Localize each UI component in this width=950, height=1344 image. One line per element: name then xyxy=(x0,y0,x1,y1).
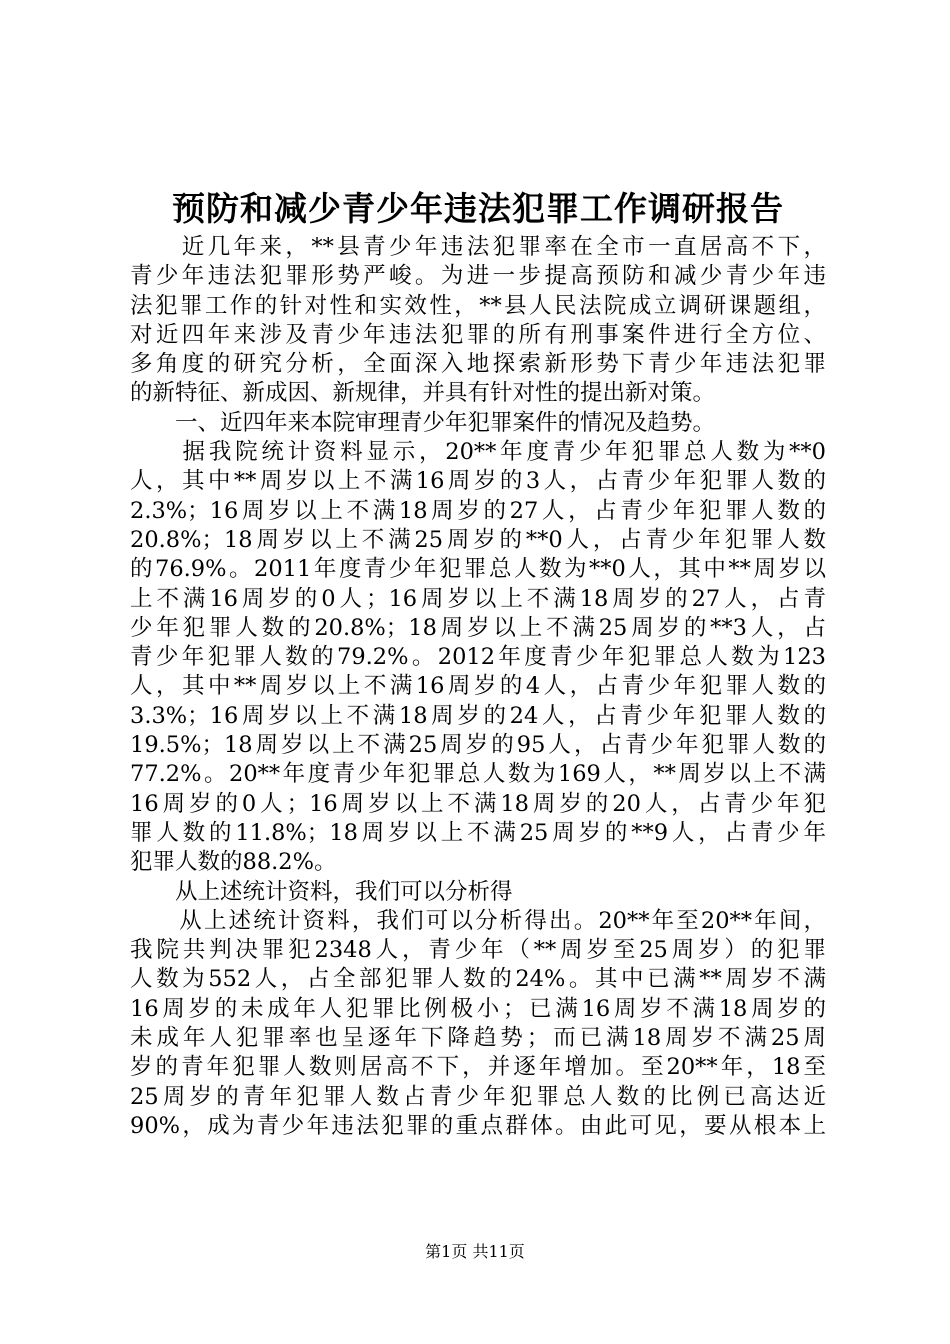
text-line: 的新特征、新成因、新规律，并具有针对性的提出新对策。 xyxy=(130,380,716,407)
text-line: 上不满16周岁的0人；16周岁以上不满18周岁的27人，占青 xyxy=(130,585,826,612)
document-body xyxy=(130,233,826,1141)
text-line: 少年犯罪人数的20.8%；18周岁以上不满25周岁的**3人，占 xyxy=(130,614,826,641)
text-line: 法犯罪工作的针对性和实效性，**县人民法院成立调研课题组， xyxy=(130,292,826,319)
document-title: 预防和减少青少年违法犯罪工作调研报告 xyxy=(172,189,784,228)
page-footer: 第1页 共11页 xyxy=(425,1242,525,1261)
text-line: 岁的青年犯罪人数则居高不下，并逐年增加。至20**年，18至 xyxy=(130,1054,826,1081)
text-line: 的76.9%。2011年度青少年犯罪总人数为**0人，其中**周岁以 xyxy=(130,556,826,583)
text-line: 近几年来，**县青少年违法犯罪率在全市一直居高不下， xyxy=(130,234,826,260)
text-line: 16周岁的0人；16周岁以上不满18周岁的20人，占青少年犯 xyxy=(130,790,826,817)
text-line: 20.8%；18周岁以上不满25周岁的**0人，占青少年犯罪人数 xyxy=(130,526,826,553)
text-line: 3.3%；16周岁以上不满18周岁的24人，占青少年犯罪人数的 xyxy=(130,702,826,729)
text-line: 77.2%。20**年度青少年犯罪总人数为169人，**周岁以上不满 xyxy=(130,761,826,788)
text-line: 罪人数的11.8%；18周岁以上不满25周岁的**9人，占青少年 xyxy=(130,819,826,846)
text-line: 青少年犯罪人数的79.2%。2012年度青少年犯罪总人数为123 xyxy=(130,644,826,671)
text-line: 犯罪人数的88.2%。 xyxy=(130,849,337,876)
text-line: 据我院统计资料显示，20**年度青少年犯罪总人数为**0 xyxy=(130,439,826,466)
text-line: 从上述统计资料，我们可以分析得出。20**年至20**年间， xyxy=(130,907,826,934)
text-line: 多角度的研究分析，全面深入地探索新形势下青少年违法犯罪 xyxy=(130,351,826,378)
text-line: 19.5%；18周岁以上不满25周岁的95人，占青少年犯罪人数的 xyxy=(130,732,826,759)
text-line: 一、近四年来本院审理青少年犯罪案件的情况及趋势。 xyxy=(130,409,716,436)
text-line: 从上述统计资料，我们可以分析得 xyxy=(130,878,513,905)
text-line: 90%，成为青少年违法犯罪的重点群体。由此可见，要从根本上 xyxy=(130,1112,826,1139)
text-line: 2.3%；16周岁以上不满18周岁的27人，占青少年犯罪人数的 xyxy=(130,497,826,524)
text-line: 人数为552人，占全部犯罪人数的24%。其中已满**周岁不满 xyxy=(130,966,826,993)
text-line: 未成年人犯罪率也呈逐年下降趋势；而已满18周岁不满25周 xyxy=(130,1025,826,1052)
text-line: 25周岁的青年犯罪人数占青少年犯罪总人数的比例已高达近 xyxy=(130,1083,826,1110)
text-line: 人，其中**周岁以上不满16周岁的3人，占青少年犯罪人数的 xyxy=(130,468,826,495)
text-line: 对近四年来涉及青少年违法犯罪的所有刑事案件进行全方位、 xyxy=(130,321,826,348)
text-line: 青少年违法犯罪形势严峻。为进一步提高预防和减少青少年违 xyxy=(130,263,826,290)
text-line: 16周岁的未成年人犯罪比例极小；已满16周岁不满18周岁的 xyxy=(130,995,826,1022)
text-line: 我院共判决罪犯2348人，青少年（**周岁至25周岁）的犯罪 xyxy=(130,937,826,964)
text-line: 人，其中**周岁以上不满16周岁的4人，占青少年犯罪人数的 xyxy=(130,673,826,700)
